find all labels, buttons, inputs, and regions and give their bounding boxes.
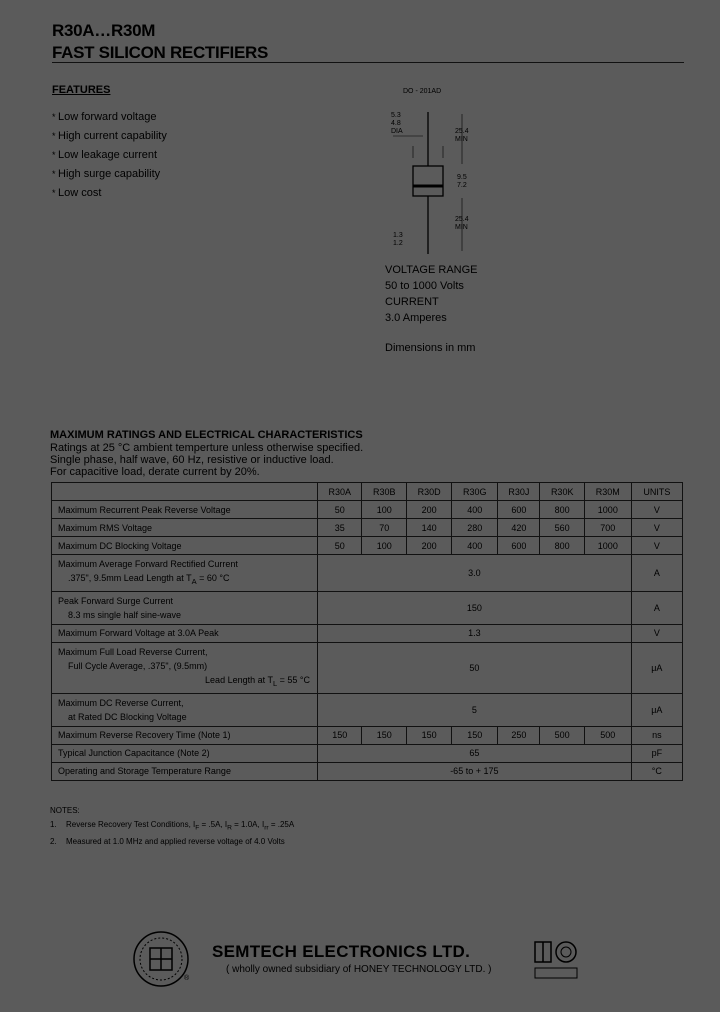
ratings-heading: MAXIMUM RATINGS AND ELECTRICAL CHARACTERISTICS — [50, 429, 363, 441]
table-row — [52, 762, 683, 780]
notes-heading: NOTES: — [50, 806, 80, 815]
dim-body-len: 9.5 7.2 — [457, 174, 467, 189]
table-cell: pF — [631, 744, 682, 762]
features-heading: FEATURES — [52, 84, 111, 96]
table-cell: Maximum Recurrent Peak Reverse Voltage — [52, 501, 318, 519]
table-row — [52, 591, 683, 624]
col-header: R30A — [318, 483, 362, 501]
table-cell: Maximum Full Load Reverse Current, Full Cycle Average, .375", (9.5mm) Lead Length at $T_L = 55$ °C — [52, 642, 318, 693]
list-item: * Low leakage current — [52, 146, 167, 165]
table-cell: 150 — [362, 726, 406, 744]
table-cell: 140 — [406, 519, 451, 537]
notes-list — [50, 818, 294, 848]
table-cell: 50 — [318, 501, 362, 519]
semtech-logo — [132, 930, 190, 988]
table-cell: Maximum Reverse Recovery Time (Note 1) — [52, 726, 318, 744]
table-cell: 280 — [452, 519, 498, 537]
page-subtitle: FAST SILICON RECTIFIERS — [52, 43, 269, 62]
company-name: SEMTECH ELECTRONICS LTD. — [212, 942, 471, 961]
table-cell: Maximum Forward Voltage at 3.0A Peak — [52, 624, 318, 642]
table-header-row — [52, 483, 683, 501]
table-cell: 150 — [406, 726, 451, 744]
table-cell: 3.0 — [318, 555, 632, 592]
current-label: CURRENT — [385, 296, 439, 308]
col-header: R30M — [584, 483, 631, 501]
table-cell: °C — [631, 762, 682, 780]
ratings-summary — [385, 262, 478, 326]
table-cell: 150 — [318, 591, 632, 624]
table-cell: 500 — [584, 726, 631, 744]
table-cell: 200 — [406, 501, 451, 519]
note-1: 1. Reverse Recovery Test Conditions, $I_F = .5A$, $I_R = 1.0A$, $I_{rr} = .25A$ — [50, 820, 295, 832]
table-cell: Operating and Storage Temperature Range — [52, 762, 318, 780]
dim-lead-len-top: 25.4 MIN — [455, 128, 469, 143]
table-cell: Peak Forward Surge Current 8.3 ms single half sine-wave — [52, 591, 318, 624]
table-cell: 5 — [318, 693, 632, 726]
table-cell: 100 — [362, 537, 406, 555]
table-cell: μA — [631, 642, 682, 693]
current-value: 3.0 Amperes — [385, 312, 447, 324]
table-cell: Maximum Average Forward Rectified Current .375", 9.5mm Lead Length at $T_A = 60$ °C — [52, 555, 318, 592]
table-cell: 400 — [452, 501, 498, 519]
table-cell: 250 — [498, 726, 540, 744]
table-cell: ns — [631, 726, 682, 744]
col-header: R30G — [452, 483, 498, 501]
table-cell: Typical Junction Capacitance (Note 2) — [52, 744, 318, 762]
table-cell: 700 — [584, 519, 631, 537]
table-row — [52, 537, 683, 555]
voltage-range-value: 50 to 1000 Volts — [385, 280, 464, 292]
table-row — [52, 744, 683, 762]
package-label: DO - 201AD — [403, 88, 442, 95]
table-cell: 50 — [318, 537, 362, 555]
table-cell: 1000 — [584, 537, 631, 555]
table-cell: A — [631, 591, 682, 624]
list-item: * High surge capability — [52, 165, 167, 184]
col-header: R30J — [498, 483, 540, 501]
certification-logo — [533, 936, 579, 984]
voltage-range-label: VOLTAGE RANGE — [385, 264, 478, 276]
table-cell: V — [631, 519, 682, 537]
col-header: R30B — [362, 483, 406, 501]
table-cell: 150 — [318, 726, 362, 744]
table-cell: Maximum RMS Voltage — [52, 519, 318, 537]
col-header: R30D — [406, 483, 451, 501]
col-header: R30K — [540, 483, 584, 501]
dim-wire-dia: 1.3 1.2 — [393, 232, 403, 247]
table-row — [52, 693, 683, 726]
table-row — [52, 501, 683, 519]
table-cell: 70 — [362, 519, 406, 537]
title-divider — [52, 62, 684, 63]
table-cell: A — [631, 555, 682, 592]
table-cell: 560 — [540, 519, 584, 537]
table-cell: μA — [631, 693, 682, 726]
characteristics-table — [51, 482, 683, 781]
ratings-conditions: Ratings at 25 °C ambient temperture unless otherwise specified. Single phase, half wave, 60 Hz, resistive or inductive load. For capacitive load, derate current by 20%. — [50, 442, 364, 478]
list-item: * Low forward voltage — [52, 108, 167, 127]
list-item: * High current capability — [52, 127, 167, 146]
features-list — [52, 108, 167, 203]
table-row — [52, 624, 683, 642]
table-cell: 800 — [540, 537, 584, 555]
list-item: * Low cost — [52, 184, 167, 203]
table-cell: 500 — [540, 726, 584, 744]
table-cell: 150 — [452, 726, 498, 744]
registered-mark-icon: ® — [184, 975, 190, 982]
dim-lead-dia: 5.3 4.8 DIA — [391, 112, 403, 135]
table-cell: 400 — [452, 537, 498, 555]
table-cell — [52, 483, 318, 501]
diode-body — [413, 166, 443, 196]
table-cell: 600 — [498, 537, 540, 555]
table-cell: Maximum DC Blocking Voltage — [52, 537, 318, 555]
table-cell: 1.3 — [318, 624, 632, 642]
subsidiary-line: ( wholly owned subsidiary of HONEY TECHNOLOGY LTD. ) — [226, 964, 492, 975]
table-cell: 100 — [362, 501, 406, 519]
table-cell: 50 — [318, 642, 632, 693]
table-row — [52, 642, 683, 693]
table-cell: 420 — [498, 519, 540, 537]
table-cell: 35 — [318, 519, 362, 537]
table-cell: 200 — [406, 537, 451, 555]
table-cell: V — [631, 501, 682, 519]
table-cell: 600 — [498, 501, 540, 519]
dim-lead-len-bot: 25.4 MIN — [455, 216, 469, 231]
table-row — [52, 555, 683, 592]
part-range-title: R30A…R30M — [52, 21, 156, 40]
dimensions-note: Dimensions in mm — [385, 342, 476, 354]
table-cell: V — [631, 537, 682, 555]
note-2: 2. Measured at 1.0 MHz and applied reverse voltage of 4.0 Volts — [50, 836, 285, 846]
table-row — [52, 726, 683, 744]
table-cell: V — [631, 624, 682, 642]
table-cell: -65 to + 175 — [318, 762, 632, 780]
col-header: UNITS — [631, 483, 682, 501]
table-cell: 800 — [540, 501, 584, 519]
table-cell: 65 — [318, 744, 632, 762]
table-cell: Maximum DC Reverse Current, at Rated DC Blocking Voltage — [52, 693, 318, 726]
table-row — [52, 519, 683, 537]
table-cell: 1000 — [584, 501, 631, 519]
